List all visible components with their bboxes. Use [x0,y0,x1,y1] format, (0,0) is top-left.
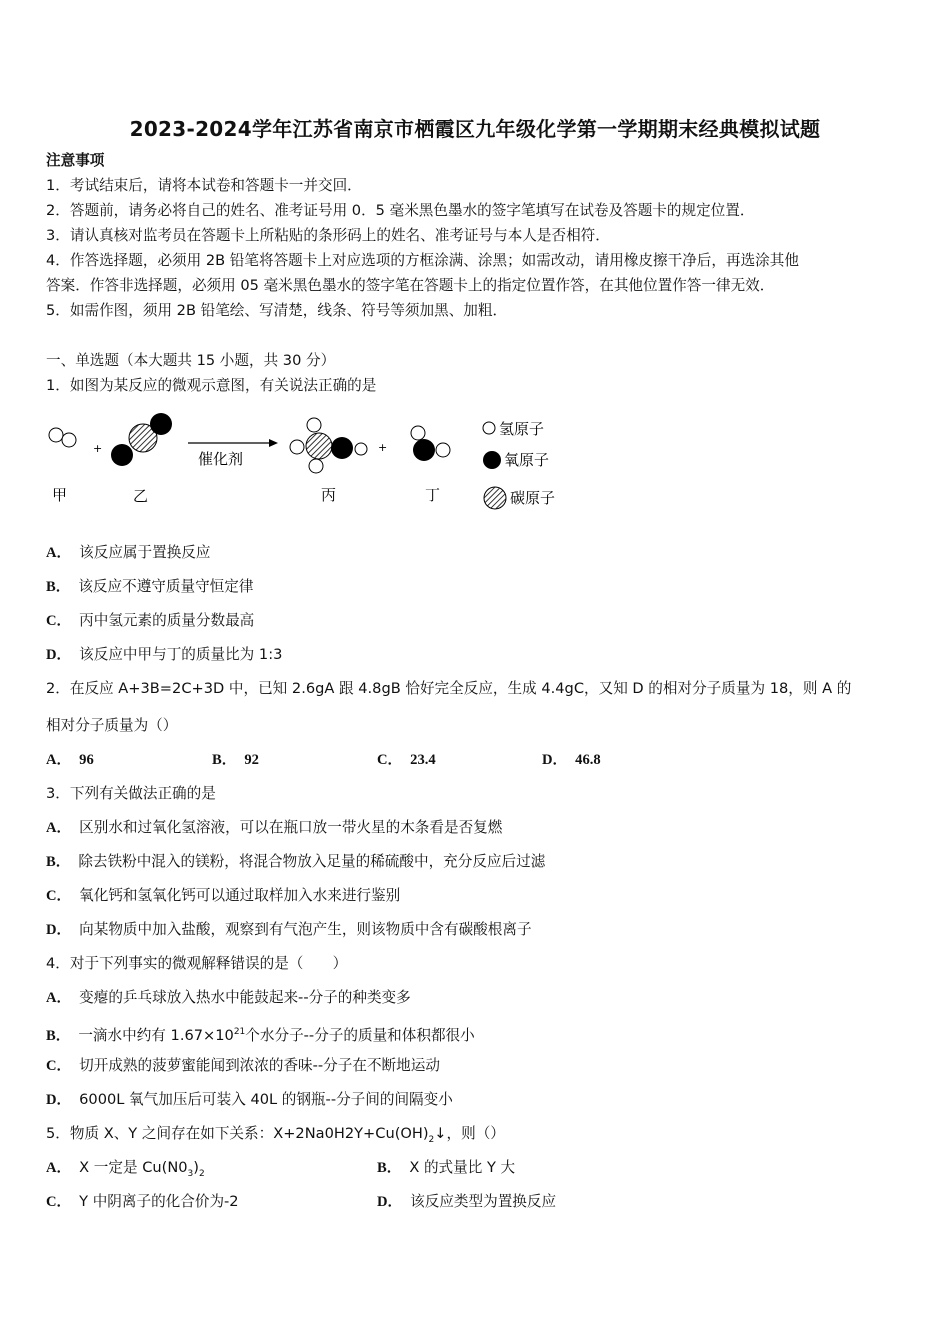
option-text: 46.8 [575,752,601,768]
q5-stem-sub: 2 [428,1134,435,1145]
q5-stem [46,1124,505,1150]
option-text: 氧化钙和氢氧化钙可以通过取样加入水来进行鉴别 [79,887,401,904]
q5-stem-pre: 5．物质 X、Y 之间存在如下关系：X+2Na0H [46,1125,345,1142]
option-letter: D． [46,922,72,938]
option-text: 切开成熟的菠萝蜜能闻到浓浓的香味--分子在不断地运动 [79,1057,440,1074]
page-title: 2023-2024学年江苏省南京市栖霞区九年级化学第一学期期末经典模拟试题 [129,117,821,141]
option-letter: A． [46,1160,72,1176]
exponent: 21 [233,1027,246,1037]
q5-stem-post: ↓，则（） [434,1125,505,1142]
notice-item-3: 3．请认真核对监考员在答题卡上所粘贴的条形码上的姓名、准考证号与本人是否相符． [46,227,610,244]
option-sub: 3 [187,1168,194,1179]
option-letter: A． [46,752,72,768]
option-letter: D． [377,1194,403,1210]
option-letter: B． [212,752,237,768]
option-letter: B． [46,579,71,595]
notice-item-1: 1．考试结束后，请将本试卷和答题卡一并交回． [46,177,362,194]
option-text-pre: X 一定是 Cu(N0 [79,1159,188,1176]
molecule-jia [49,428,76,447]
q5-stem-mid: 2Y+Cu(OH) [344,1125,429,1142]
plus-sign-1: + [93,442,103,455]
option-letter: C． [46,888,72,904]
q5-option-a [46,1158,205,1184]
label-jia: 甲 [52,486,68,504]
option-text: 92 [244,752,259,768]
option-letter: D． [46,647,72,663]
q4-option-c [46,1056,440,1076]
q3-option-c [46,886,400,906]
section-heading: 一、单选题（本大题共 15 小题，共 30 分） [46,352,336,369]
option-text: X 的式量比 Y 大 [409,1159,516,1176]
option-text: Y 中阴离子的化合价为-2 [79,1193,239,1210]
molecule-bing [290,418,367,473]
q4-option-d [46,1090,453,1110]
option-letter: A． [46,545,72,561]
q3-option-a [46,818,502,838]
q2-option-b [212,750,259,770]
q3-option-d [46,920,532,940]
q5-option-b [377,1158,515,1178]
option-letter: A． [46,820,72,836]
option-text-post: ) [193,1159,199,1176]
label-bing: 丙 [321,486,337,504]
q5-option-d [377,1192,556,1212]
option-letter: C． [46,1058,72,1074]
q2-option-c [377,750,436,770]
q2-option-d [542,750,601,770]
label-ding: 丁 [425,486,441,504]
notice-item-5: 5．如需作图，须用 2B 铅笔绘、写清楚，线条、符号等须加黑、加粗． [46,302,508,319]
q1-option-d [46,645,282,665]
option-text: 向某物质中加入盐酸，观察到有气泡产生，则该物质中含有碳酸根离子 [79,921,532,938]
q1-option-c [46,611,254,631]
reaction-arrow [188,439,278,447]
notice-item-4-cont: 答案．作答非选择题，必须用 05 毫米黑色墨水的签字笔在答题卡上的指定位置作答，在其他位置作答一律无效． [46,277,775,294]
option-text: 丙中氢元素的质量分数最高 [79,612,255,629]
option-letter: D． [46,1092,72,1108]
q4-stem: 4．对于下列事实的微观解释错误的是（ ） [46,955,348,972]
legend-oxygen: 氧原子 [504,451,550,469]
catalyst-label: 催化剂 [198,450,244,468]
option-text: 该反应不遵守质量守恒定律 [78,578,254,595]
legend [483,420,555,509]
reaction-diagram [40,404,600,514]
q5-option-c [46,1192,239,1212]
option-letter: D． [542,752,568,768]
q3-stem: 3．下列有关做法正确的是 [46,785,216,802]
option-text-pre: 一滴水中约有 1.67×10 [78,1026,234,1044]
q1-stem: 1．如图为某反应的微观示意图，有关说法正确的是 [46,377,377,394]
molecule-ding [411,426,450,461]
option-letter: B． [377,1160,402,1176]
q1-option-b [46,577,253,597]
option-text: 变瘪的乒乓球放入热水中能鼓起来--分子的种类变多 [79,989,411,1006]
option-text-post: 个水分子--分子的质量和体积都很小 [245,1026,475,1044]
option-text: 该反应属于置换反应 [79,544,211,561]
q2-option-a [46,750,94,770]
option-text: 该反应中甲与丁的质量比为 1:3 [79,646,283,663]
q4-option-a [46,988,411,1008]
notice-item-2: 2．答题前，请务必将自己的姓名、准考证号用 0．5 毫米黑色墨水的签字笔填写在试卷及答题卡的规定位置． [46,202,755,219]
plus-sign-2: + [378,441,388,454]
q2-stem-line2: 相对分子质量为（） [46,717,178,734]
option-letter: A． [46,990,72,1006]
label-yi: 乙 [133,487,149,505]
option-text: 除去铁粉中混入的镁粉，将混合物放入足量的稀硫酸中，充分反应后过滤 [78,853,546,870]
q3-option-b [46,852,545,872]
option-letter: B． [46,1027,71,1044]
q2-stem-line1: 2．在反应 A+3B=2C+3D 中，已知 2.6gA 跟 4.8gB 恰好完全反应，生成 4.4gC，又知 D 的相对分子质量为 18，则 A 的 [46,680,852,697]
option-text: 6000L 氧气加压后可装入 40L 的钢瓶--分子间的间隔变小 [79,1091,453,1108]
q1-option-a [46,543,211,563]
legend-carbon: 碳原子 [510,489,556,507]
option-sub-2: 2 [198,1168,205,1179]
option-letter: C． [377,752,403,768]
legend-hydrogen: 氢原子 [499,420,545,438]
option-text: 该反应类型为置换反应 [410,1193,557,1210]
option-letter: B． [46,854,71,870]
q4-option-b [46,1022,475,1046]
option-text: 23.4 [410,752,436,768]
notice-item-4: 4．作答选择题，必须用 2B 铅笔将答题卡上对应选项的方框涂满、涂黑；如需改动，请用橡皮擦干净后，再选涂其他 [46,252,799,269]
option-text: 区别水和过氧化氢溶液，可以在瓶口放一带火星的木条看是否复燃 [79,819,503,836]
option-text: 96 [79,752,94,768]
molecule-yi [111,413,172,466]
notice-heading: 注意事项 [46,152,105,169]
option-letter: C． [46,613,72,629]
option-letter: C． [46,1194,72,1210]
